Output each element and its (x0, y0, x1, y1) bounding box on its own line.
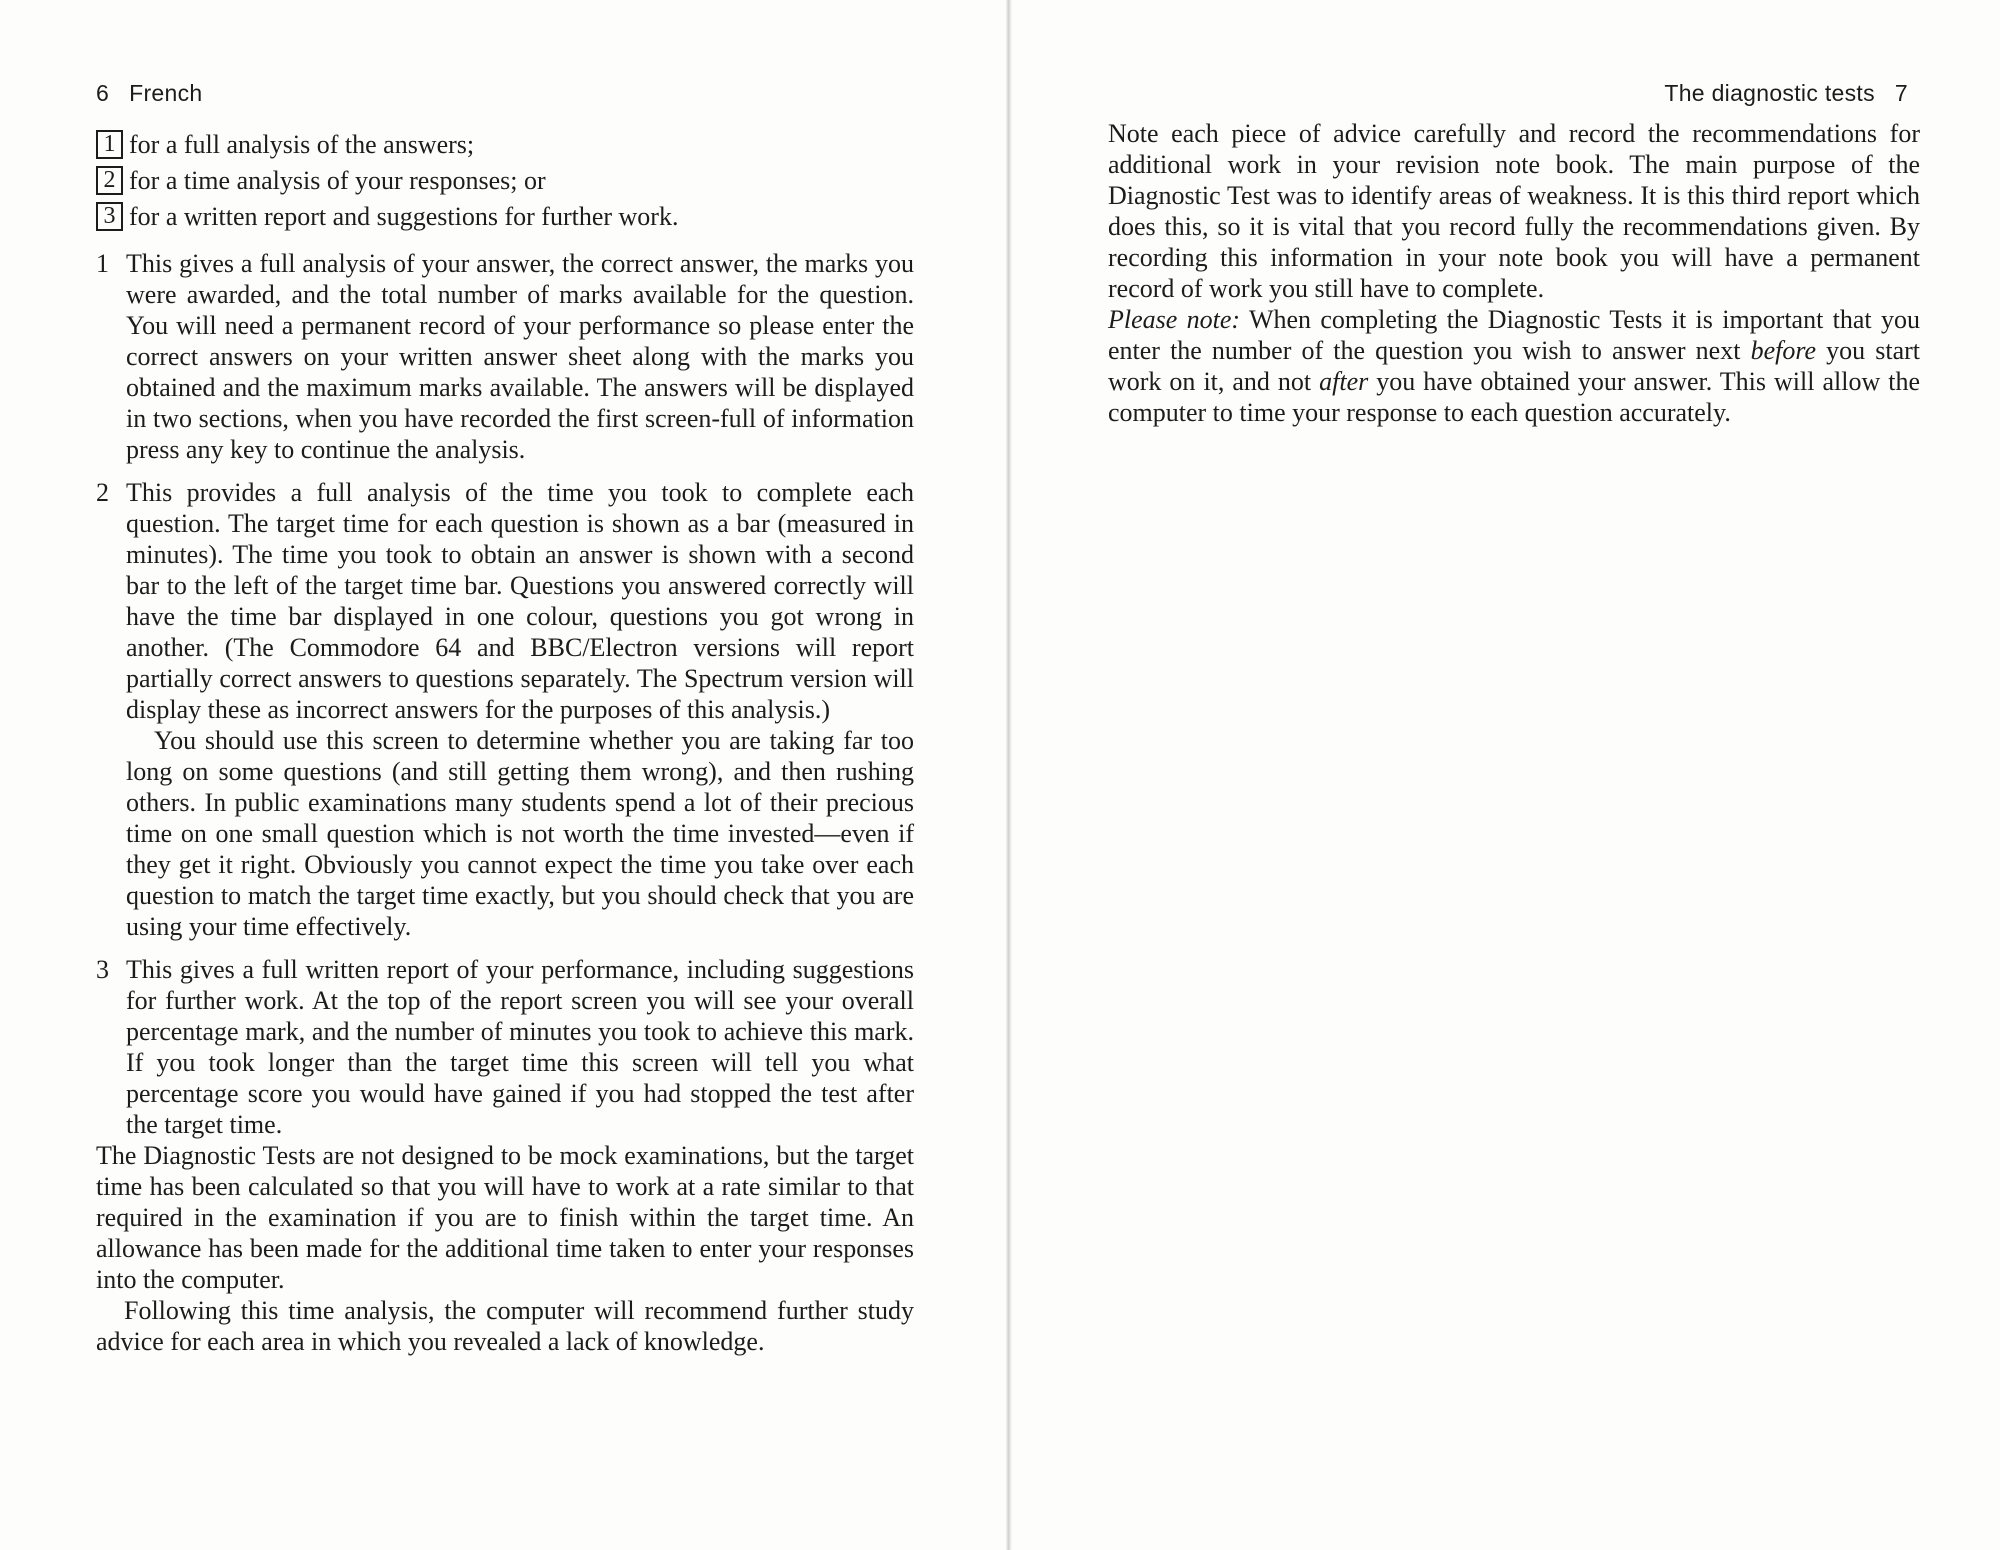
option-1 (96, 126, 914, 162)
right-running-title: The diagnostic tests (1664, 80, 1875, 106)
option-2 (96, 162, 914, 198)
note-text: you have obtained your answer. This will allow the computer to time your response to each question accurately. (1108, 367, 1920, 427)
right-page (1012, 0, 2000, 1550)
note-text: When completing the Diagnostic Tests it is important that you enter the number of the question you wish to answer next (1108, 305, 1920, 365)
item-number: 1 (96, 249, 109, 278)
item-text: You should use this screen to determine whether you are taking far too long on some questions (and still getting them wrong), and then rushing others. In public examinations many students spend a lot of their precious time on one small question which is not worth the time invested—even if they get it right. Obviously you cannot expect the time you take over each question to match the target time exactly, but you should check that you are using your time effectively. (126, 726, 914, 941)
left-page-number: 6 (96, 80, 110, 106)
option-key-box: 3 (96, 202, 123, 231)
options-list (96, 126, 914, 234)
item-text: This provides a full analysis of the time you took to complete each question. The target time for each question is shown as a bar (measured in minutes). The time you took to obtain an answer is shown with a second bar to the left of the target time bar. Questions you answered correctly will have the time bar displayed in one colour, questions you got wrong in another. (The Commodore 64 and BBC/Electron versions will report partially correct answers to questions separately. The Spectrum version will display these as incorrect answers for the purposes of this analysis.) (126, 478, 914, 724)
right-running-head (1664, 80, 1908, 107)
item-number: 3 (96, 955, 109, 984)
numbered-item-2 (96, 477, 914, 942)
note-emphasis: after (1319, 367, 1369, 396)
right-page-number: 7 (1894, 80, 1908, 106)
paragraph: The Diagnostic Tests are not designed to be mock examinations, but the target time has been calculated so that you will have to work at a rate similar to that required in the examination if you are to finish within the target time. An allowance has been made for the additional time taken to enter your responses into the computer. (96, 1141, 914, 1294)
paragraph: Note each piece of advice carefully and record the recommendations for additional work in your revision note book. The main purpose of the Diagnostic Test was to identify areas of weakness. It is this third report which does this, so it is vital that you record fully the recommendations given. By recording this information in your note book you will have a permanent record of work you still have to complete. (1108, 119, 1920, 303)
left-running-title: French (129, 80, 203, 106)
note-label: Please note: (1108, 305, 1241, 334)
note-text: you start work on it, and not (1108, 336, 1921, 396)
option-text: for a time analysis of your responses; or (129, 165, 546, 195)
numbered-item-1 (96, 248, 914, 465)
note-emphasis: before (1750, 336, 1817, 365)
please-note-paragraph (1108, 304, 1920, 428)
paragraph: Following this time analysis, the computer will recommend further study advice for each area in which you revealed a lack of knowledge. (96, 1296, 914, 1356)
option-text: for a full analysis of the answers; (129, 129, 475, 159)
left-body-text (96, 126, 914, 1357)
option-text: for a written report and suggestions for further work. (129, 201, 679, 231)
item-text: This gives a full written report of your performance, including suggestions for further work. At the top of the report screen you will see your overall percentage mark, and the number of minutes you took to achieve this mark. If you took longer than the target time this screen will tell you what percentage score you would have gained if you had stopped the test after the target time. (126, 955, 914, 1139)
option-key-box: 2 (96, 166, 123, 195)
right-body-text (1108, 118, 1920, 428)
option-3 (96, 198, 914, 234)
numbered-item-3 (96, 954, 914, 1140)
option-key-box: 1 (96, 130, 123, 159)
left-running-head (96, 80, 202, 107)
item-text: This gives a full analysis of your answer, the correct answer, the marks you were awarded, and the total number of marks available for the question. You will need a permanent record of your performance so please enter the correct answers on your written answer sheet along with the marks you obtained and the maximum marks available. The answers will be displayed in two sections, when you have recorded the first screen-full of information press any key to continue the analysis. (126, 249, 914, 464)
item-number: 2 (96, 478, 109, 507)
